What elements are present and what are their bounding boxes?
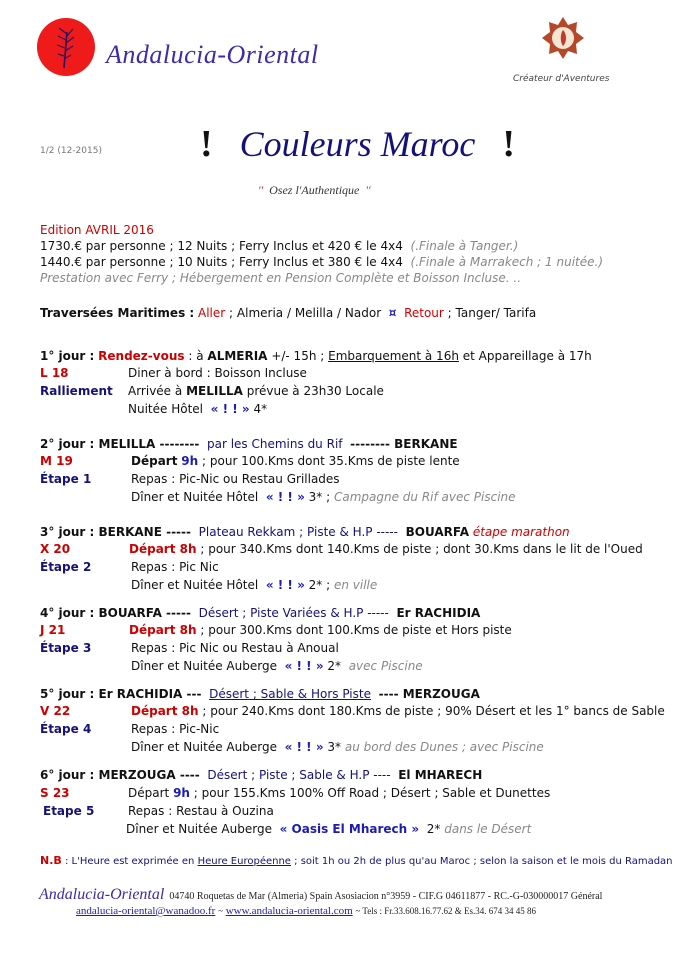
day-1-stage: Ralliement (40, 384, 113, 398)
title-text: Couleurs Maroc (239, 124, 476, 164)
day-2-header: 2° jour : MELILLA -------- par les Chemins du Rif -------- BERKANE (40, 437, 458, 451)
brand-name: Andalucia-Oriental (106, 40, 319, 69)
subtitle-text: Osez l'Authentique (269, 183, 360, 197)
day-1-dinner: Diner à bord : Boisson Incluse (128, 366, 307, 380)
page-title (200, 122, 515, 166)
website-link[interactable]: www.andalucia-oriental.com (225, 905, 353, 917)
day-2-code: M 19 (40, 454, 73, 468)
footer-contact: ~ Tels : Fr.33.608.16.77.62 & Es.34. 674 34 45 86 (355, 906, 537, 916)
day-5-departure: Départ 8h ; pour 240.Kms dont 180.Kms de piste ; 90% Désert et les 1° bancs de Sable (131, 704, 665, 718)
price-line-1: 1730.€ par personne ; 12 Nuits ; Ferry Inclus et 420 € le 4x4 (.Finale à Tanger.) (40, 239, 519, 253)
prestation-line: Prestation avec Ferry ; Hébergement en Pension Complète et Boisson Incluse. .. (40, 271, 522, 285)
page-reference: 1/2 (12-2015) (40, 146, 102, 156)
palm-icon (37, 18, 95, 76)
day-3-header: 3° jour : BERKANE ----- Plateau Rekkam ; Piste & H.P ----- BOUARFA étape marathon (40, 525, 570, 539)
star-seal-icon (541, 16, 585, 60)
day-3-meal: Repas : Pic Nic (131, 560, 219, 574)
crossings-line: Traversées Maritimes : Aller ; Almeria / Melilla / Nador ¤ Retour ; Tanger/ Tarifa (40, 306, 537, 320)
day-6-departure: Départ 9h ; pour 155.Kms 100% Off Road ; Désert ; Sable et Dunettes (128, 786, 551, 800)
email-link[interactable]: andalucia-oriental@wanadoo.fr (76, 905, 216, 917)
footer-address: 04740 Roquetas de Mar (Almeria) Spain Asosiacion n°3959 - CIF.G 04611877 - RC.-G-030000017 Général (169, 891, 603, 902)
day-2-stage: Étape 1 (40, 472, 92, 486)
day-5-header: 5° jour : Er RACHIDIA --- Désert ; Sable & Hors Piste ---- MERZOUGA (40, 687, 480, 701)
day-5-stage: Étape 4 (40, 722, 92, 736)
footer-brand: Andalucia-Oriental (39, 886, 165, 903)
day-1-code: L 18 (40, 366, 69, 380)
price-line-2: 1440.€ par personne ; 10 Nuits ; Ferry Inclus et 380 € le 4x4 (.Finale à Marrakech ; 1 nuitée.) (40, 255, 604, 269)
day-3-stage: Étape 2 (40, 560, 92, 574)
logo-icon (37, 18, 95, 76)
day-1-header: 1° jour : Rendez-vous : à ALMERIA +/- 15h ; Embarquement à 16h et Appareillage à 17h (40, 349, 592, 363)
day-3-hotel: Dîner et Nuitée Hôtel « ! ! » 2* ; en ville (131, 578, 378, 592)
day-4-stage: Étape 3 (40, 641, 92, 655)
day-2-hotel: Dîner et Nuitée Hôtel « ! ! » 3* ; Campagne du Rif avec Piscine (131, 490, 516, 504)
day-5-code: V 22 (40, 704, 71, 718)
day-6-header: 6° jour : MERZOUGA ---- Désert ; Piste ; Sable & H.P ---- El MHARECH (40, 768, 483, 782)
footer-line-2: andalucia-oriental@wanadoo.fr ~ www.andalucia-oriental.com ~ Tels : Fr.33.608.16.77.62 & Es.34. 674 34 45 86 (76, 905, 537, 917)
title-mark-right: ! (502, 123, 515, 165)
day-3-departure: Départ 8h ; pour 340.Kms dont 140.Kms de piste ; dont 30.Kms dans le lit de l'Oued (129, 542, 643, 556)
day-4-code: J 21 (40, 623, 66, 637)
day-6-meal: Repas : Restau à Ouzina (128, 804, 274, 818)
day-4-departure: Départ 8h ; pour 300.Kms dont 100.Kms de piste et Hors piste (129, 623, 512, 637)
day-2-departure: Départ 9h ; pour 100.Kms dont 35.Kms de piste lente (131, 454, 460, 468)
footer-line-1 (39, 884, 602, 904)
day-6-code: S 23 (40, 786, 70, 800)
title-mark-left: ! (200, 123, 213, 165)
edition-label: Edition AVRIL 2016 (40, 223, 154, 237)
day-4-hotel: Dîner et Nuitée Auberge « ! ! » 2* avec Piscine (131, 659, 423, 673)
day-3-code: X 20 (40, 542, 71, 556)
day-6-hotel: Dîner et Nuitée Auberge « Oasis El Mharech » 2* dans le Désert (126, 822, 532, 836)
day-2-meal: Repas : Pic-Nic ou Restau Grillades (131, 472, 340, 486)
quote-left: '' (258, 183, 264, 197)
day-4-header: 4° jour : BOUARFA ----- Désert ; Piste Variées & H.P ----- Er RACHIDIA (40, 606, 481, 620)
day-6-stage: Etape 5 (43, 804, 95, 818)
day-4-meal: Repas : Pic Nic ou Restau à Anoual (131, 641, 339, 655)
quote-right: '' (365, 183, 371, 197)
tagline: Créateur d'Aventures (513, 74, 610, 84)
day-1-hotel: Nuitée Hôtel « ! ! » 4* (128, 402, 268, 416)
subtitle (258, 183, 371, 198)
nb-note: N.B : L'Heure est exprimée en Heure Européenne ; soit 1h ou 2h de plus qu'au Maroc ; selon la saison et le mois du Ramadan (40, 854, 673, 867)
day-5-meal: Repas : Pic-Nic (131, 722, 220, 736)
day-1-arrival: Arrivée à MELILLA prévue à 23h30 Locale (128, 384, 384, 398)
day-5-hotel: Dîner et Nuitée Auberge « ! ! » 3* au bord des Dunes ; avec Piscine (131, 740, 544, 754)
